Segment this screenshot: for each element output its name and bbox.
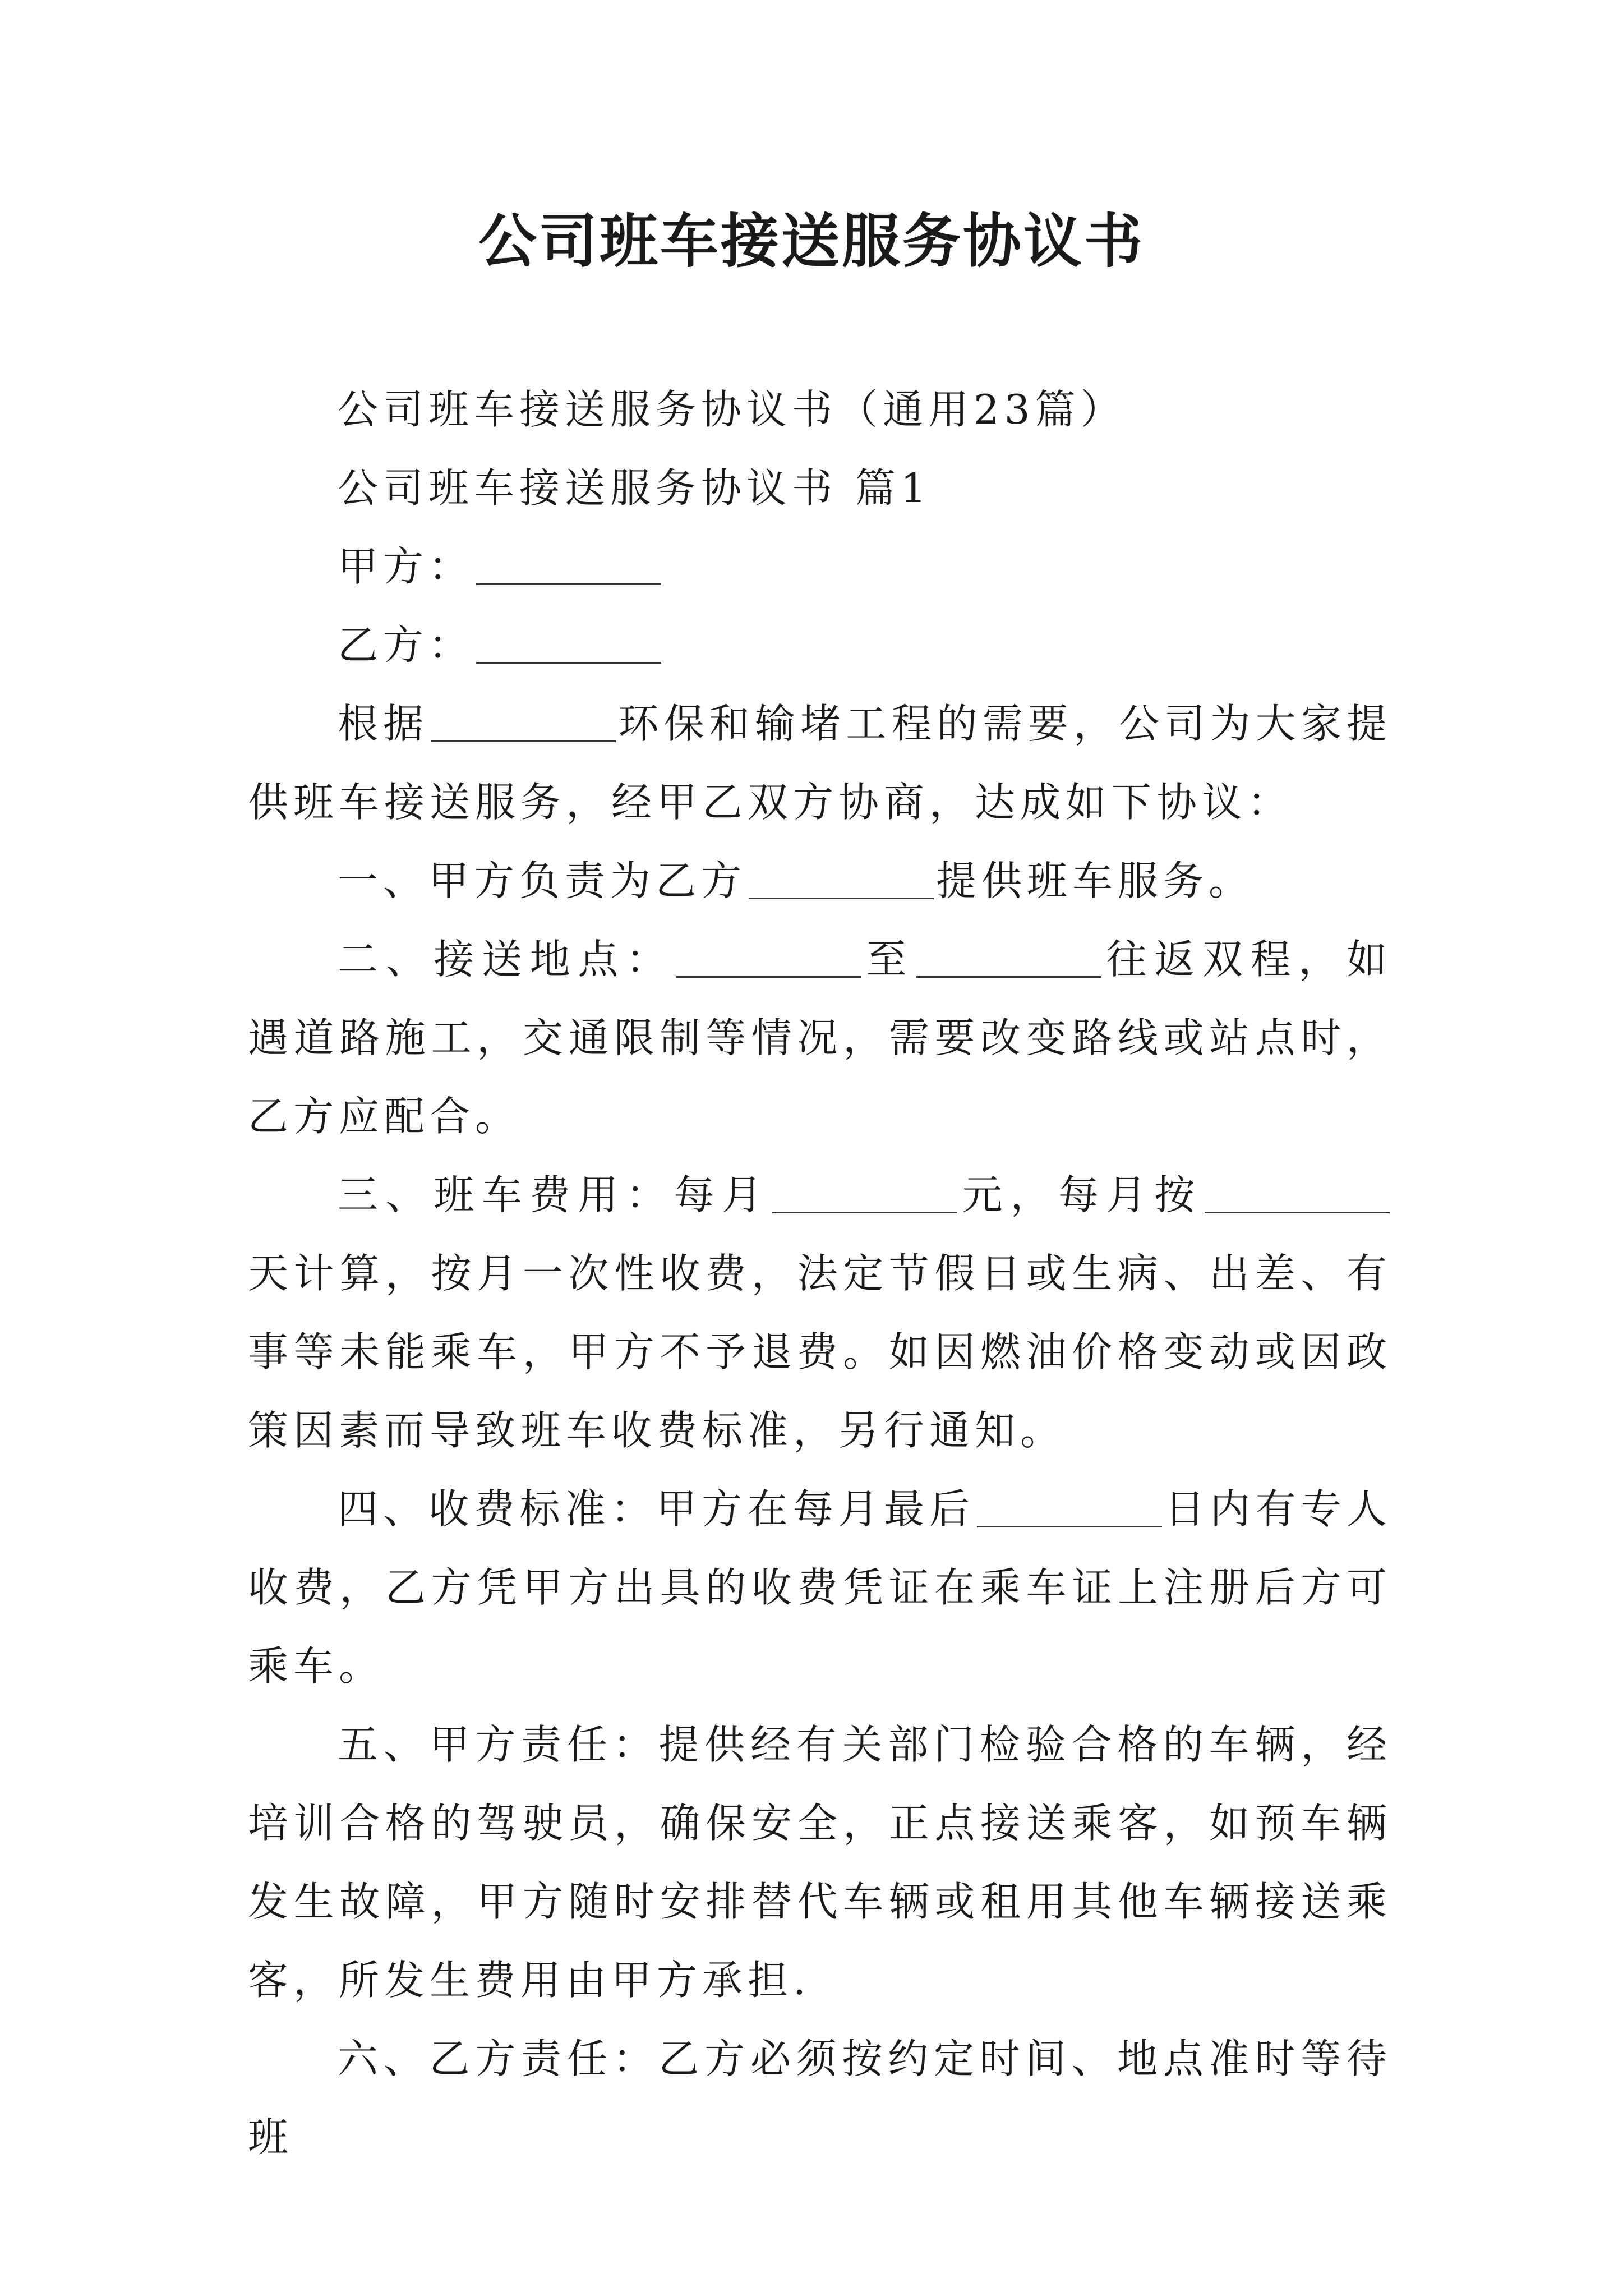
paragraph-clause-4: [248, 1470, 1392, 1705]
paragraph-text: 四、收费标准：甲方在每月最后: [338, 1485, 975, 1533]
paragraph-text: 提供班车服务。: [936, 857, 1255, 904]
paragraph-text: 三、班车费用：每月: [338, 1171, 770, 1218]
paragraph-text: 日内有专人收费，乙方凭甲方出具的收费凭证在乘车证上注册后方可乘车。: [248, 1485, 1392, 1690]
party-a-blank: [476, 544, 661, 585]
paragraph-clause-1: [248, 841, 1392, 920]
paragraph-text: 二、接送地点：: [338, 936, 674, 983]
paragraph-text: 至: [863, 936, 914, 983]
fill-blank: [916, 937, 1101, 978]
party-b-blank: [476, 623, 661, 664]
fill-blank: [749, 858, 934, 899]
document-title: 公司班车接送服务协议书: [478, 206, 1145, 275]
fill-blank: [977, 1487, 1162, 1527]
paragraph-text: 一、甲方负责为乙方: [338, 857, 747, 904]
paragraph-text: 五、甲方责任：提供经有关部门检验合格的车辆，经培训合格的驾驶员，确保安全，正点接送乘客，如预车辆发生故障，甲方随时安排替代车辆或租用其他车辆接送乘客，所发生费用由甲方承担.: [248, 1721, 1392, 2004]
paragraph-text: 元，每月按: [959, 1171, 1202, 1218]
paragraph-party-a: [248, 527, 1392, 606]
paragraph-clause-3: [248, 1156, 1392, 1470]
paragraph-chapter-heading: [248, 449, 1392, 527]
paragraph-text: 环保和输堵工程的需要，公司为大家提供班车接送服务，经甲乙双方协商，达成如下协议：: [248, 700, 1392, 826]
paragraph-clause-5: [248, 1705, 1392, 2019]
paragraph-text: 天计算，按月一次性收费，法定节假日或生病、出差、有事等未能乘车，甲方不予退费。如因燃油价格变动或因政策因素而导致班车收费标准，另行通知。: [248, 1250, 1392, 1454]
fill-blank: [1205, 1172, 1390, 1213]
paragraph-subtitle: [248, 370, 1392, 449]
paragraph-preamble: [248, 684, 1392, 841]
fill-blank: [676, 937, 861, 978]
party-b-label: 乙方：: [338, 622, 474, 669]
paragraph-clause-2: [248, 920, 1392, 1156]
fill-blank: [431, 701, 616, 742]
paragraph-party-b: [248, 606, 1392, 684]
paragraph-text: 根据: [338, 700, 429, 747]
document-body: [248, 370, 1392, 2177]
paragraph-text: 往返双程，如遇道路施工，交通限制等情况，需要改变路线或站点时，乙方应配合。: [248, 936, 1392, 1140]
party-a-label: 甲方：: [338, 543, 474, 590]
paragraph-clause-6: [248, 2019, 1392, 2177]
paragraph-text: 六、乙方责任：乙方必须按约定时间、地点准时等待班: [248, 2035, 1392, 2161]
paragraph-text: 公司班车接送服务协议书（通用23篇）: [338, 386, 1126, 433]
fill-blank: [772, 1172, 957, 1213]
paragraph-text: 公司班车接送服务协议书 篇1: [338, 464, 932, 512]
